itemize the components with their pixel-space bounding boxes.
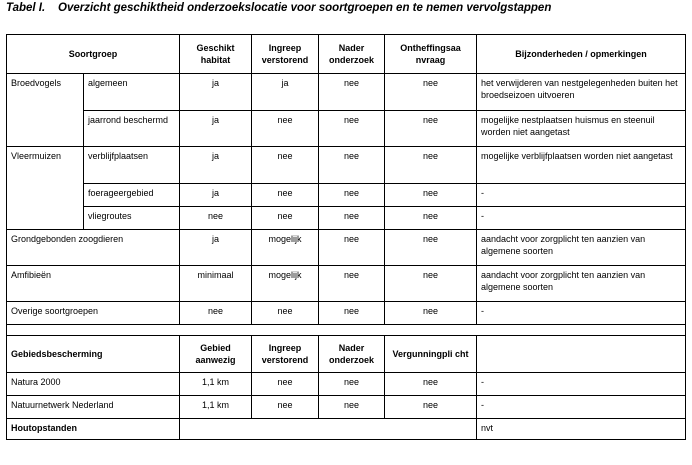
- subgroup-cell: foerageergebied: [84, 184, 180, 207]
- geschikt-cell: ja: [180, 147, 252, 184]
- nader-cell: nee: [319, 111, 385, 147]
- table-row: [7, 207, 686, 230]
- ingreep-cell: nee: [252, 302, 319, 325]
- table-caption: [6, 2, 551, 14]
- note-cell: -: [477, 207, 686, 230]
- geschikt-cell: nee: [180, 302, 252, 325]
- header-ingreep-verstorend: Ingreep verstorend: [252, 35, 319, 74]
- note-cell: het verwijderen van nestgelegenheden buiten het broedseizoen uitvoeren: [477, 74, 686, 111]
- ontheffing-cell: nee: [385, 111, 477, 147]
- geschikt-cell: ja: [180, 74, 252, 111]
- nader-cell: nee: [319, 230, 385, 266]
- table-row: [7, 302, 686, 325]
- nader-cell: nee: [319, 396, 385, 419]
- species-header-row: [7, 35, 686, 74]
- table-row: [7, 419, 686, 440]
- table-row: [7, 74, 686, 111]
- nader-cell: nee: [319, 266, 385, 302]
- table-row: [7, 147, 686, 184]
- nader-cell: nee: [319, 373, 385, 396]
- nader-cell: nee: [319, 302, 385, 325]
- ingreep-cell: ja: [252, 74, 319, 111]
- ontheffing-cell: nee: [385, 184, 477, 207]
- ingreep-cell: nee: [252, 396, 319, 419]
- note-cell: aandacht voor zorgplicht ten aanzien van algemene soorten: [477, 230, 686, 266]
- header-empty-cell: [477, 336, 686, 373]
- nader-cell: nee: [319, 207, 385, 230]
- note-cell: mogelijke verblijfplaatsen worden niet aangetast: [477, 147, 686, 184]
- ingreep-cell: mogelijk: [252, 266, 319, 302]
- header-ontheffingsaanvraag: Ontheffingsaa nvraag: [385, 35, 477, 74]
- caption-label: Tabel I.: [6, 2, 46, 14]
- ingreep-cell: mogelijk: [252, 230, 319, 266]
- table-row: [7, 266, 686, 302]
- table-row: [7, 111, 686, 147]
- ontheffing-cell: nee: [385, 207, 477, 230]
- overview-table: [6, 34, 686, 440]
- note-cell: -: [477, 373, 686, 396]
- houtopstanden-label: Houtopstanden: [7, 419, 180, 440]
- subgroup-cell: algemeen: [84, 74, 180, 111]
- table-row: [7, 373, 686, 396]
- group-cell: Overige soortgroepen: [7, 302, 180, 325]
- ingreep-cell: nee: [252, 184, 319, 207]
- note-cell: nvt: [477, 419, 686, 440]
- ontheffing-cell: nee: [385, 266, 477, 302]
- table-row: [7, 184, 686, 207]
- group-cell: Broedvogels: [7, 74, 84, 147]
- ontheffing-cell: nee: [385, 302, 477, 325]
- geschikt-cell: ja: [180, 111, 252, 147]
- houtopstanden-empty-cell: [180, 419, 477, 440]
- ontheffing-cell: nee: [385, 74, 477, 111]
- note-cell: -: [477, 302, 686, 325]
- geschikt-cell: nee: [180, 207, 252, 230]
- spacer-cell: [7, 325, 686, 336]
- ontheffing-cell: nee: [385, 147, 477, 184]
- note-cell: -: [477, 184, 686, 207]
- table-spacer-row: [7, 325, 686, 336]
- group-cell: Vleermuizen: [7, 147, 84, 230]
- nader-cell: nee: [319, 184, 385, 207]
- group-cell: Grondgebonden zoogdieren: [7, 230, 180, 266]
- nader-cell: nee: [319, 74, 385, 111]
- ingreep-cell: nee: [252, 111, 319, 147]
- header-geschikt-habitat: Geschikt habitat: [180, 35, 252, 74]
- afstand-cell: 1,1 km: [180, 373, 252, 396]
- vergunning-cell: nee: [385, 373, 477, 396]
- afstand-cell: 1,1 km: [180, 396, 252, 419]
- note-cell: -: [477, 396, 686, 419]
- header-ingreep-verstorend-area: Ingreep verstorend: [252, 336, 319, 373]
- note-cell: mogelijke nestplaatsen huismus en steenuil worden niet aangetast: [477, 111, 686, 147]
- table-row: [7, 396, 686, 419]
- area-header-row: [7, 336, 686, 373]
- header-gebied-aanwezig: Gebied aanwezig: [180, 336, 252, 373]
- header-nader-onderzoek-area: Nader onderzoek: [319, 336, 385, 373]
- subgroup-cell: jaarrond beschermd: [84, 111, 180, 147]
- ontheffing-cell: nee: [385, 230, 477, 266]
- ingreep-cell: nee: [252, 373, 319, 396]
- area-name-cell: Natura 2000: [7, 373, 180, 396]
- header-bijzonderheden: Bijzonderheden / opmerkingen: [477, 35, 686, 74]
- table-row: [7, 230, 686, 266]
- geschikt-cell: ja: [180, 184, 252, 207]
- geschikt-cell: ja: [180, 230, 252, 266]
- geschikt-cell: minimaal: [180, 266, 252, 302]
- area-name-cell: Natuurnetwerk Nederland: [7, 396, 180, 419]
- group-cell: Amfibieën: [7, 266, 180, 302]
- header-gebiedsbescherming: Gebiedsbescherming: [7, 336, 180, 373]
- header-soortgroep: Soortgroep: [7, 35, 180, 74]
- vergunning-cell: nee: [385, 396, 477, 419]
- note-cell: aandacht voor zorgplicht ten aanzien van algemene soorten: [477, 266, 686, 302]
- nader-cell: nee: [319, 147, 385, 184]
- subgroup-cell: verblijfplaatsen: [84, 147, 180, 184]
- caption-title: Overzicht geschiktheid onderzoekslocatie voor soortgroepen en te nemen vervolgstappen: [58, 2, 552, 14]
- header-vergunningplicht: Vergunningpli cht: [385, 336, 477, 373]
- header-nader-onderzoek: Nader onderzoek: [319, 35, 385, 74]
- ingreep-cell: nee: [252, 147, 319, 184]
- ingreep-cell: nee: [252, 207, 319, 230]
- subgroup-cell: vliegroutes: [84, 207, 180, 230]
